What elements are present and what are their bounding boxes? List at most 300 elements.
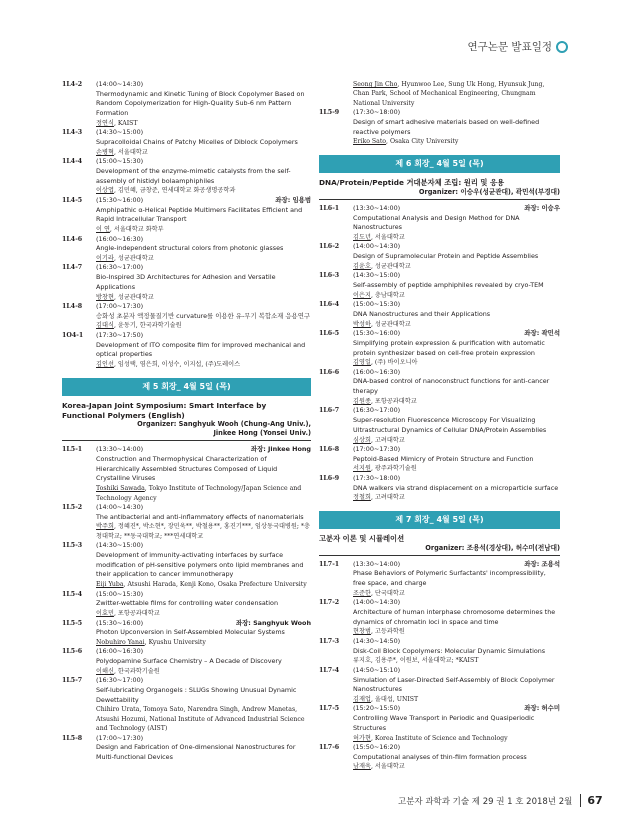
entry-title: Computational analyses of thin-film formation process <box>353 752 527 761</box>
program-entry <box>62 196 311 235</box>
entry-code: 1L5-5 <box>62 619 83 627</box>
entry-time: (15:00~15:30) <box>96 589 144 598</box>
coauthors-affiliation: , 정혜진*, 박소현*, 장민욱**, 박철용**, 홍진기***, 임상동국대병원; *충청대학교; **동국대학교; ***연세대학교 <box>96 523 311 540</box>
presenter-name: 김영일 <box>353 359 371 367</box>
entry-authors <box>96 293 311 302</box>
presenter-name: Eiji Yuba <box>96 581 124 589</box>
entry-body <box>96 331 311 370</box>
coauthors-affiliation: , 서울대학교 <box>370 233 405 241</box>
entry-body <box>353 445 560 474</box>
program-entry <box>62 445 311 503</box>
program-entry <box>62 503 311 541</box>
presenter-name: 김원종 <box>353 397 371 405</box>
presenter-name: 김도년 <box>353 233 371 241</box>
entry-title: Self-assembly of peptide amphiphiles revealed by cryo-TEM <box>353 281 544 290</box>
entry-chair: 좌장: Sanghyuk Wooh <box>235 618 311 627</box>
session-6-entries <box>319 204 560 503</box>
divider <box>319 555 560 556</box>
entry-title: Construction and Thermophysical Characterization of Hierarchically Assembled Structures Composed of Liquid Crystalline Viruses <box>96 454 278 483</box>
page-header <box>468 39 568 54</box>
entry-authors <box>353 436 560 445</box>
entry-authors <box>96 484 311 503</box>
program-entry <box>62 302 311 331</box>
entry-body <box>96 235 311 264</box>
presenter-name: 박성하 <box>353 320 371 328</box>
entry-title: DNA walkers via strand displacement on a microparticle surface <box>353 483 559 492</box>
session-7-entries <box>319 560 560 772</box>
entry-chair: 좌장: 허수미 <box>524 704 560 713</box>
entry-code: 1L6-4 <box>319 301 340 309</box>
entry-title: Angle-independent structural colors from photonic glasses <box>96 244 284 253</box>
entry-body <box>353 368 560 407</box>
program-entry <box>319 474 560 503</box>
coauthors-affiliation: , 성균관대학교 <box>370 320 411 328</box>
coauthors-affiliation: , Atsushi Harada, Kenji Kono, Osaka Prefecture University <box>123 581 307 589</box>
entry-authors <box>353 734 560 743</box>
entry-time-row <box>96 445 311 455</box>
entry-code: 1L6-8 <box>319 445 340 453</box>
entry-code: 1L4-5 <box>62 196 83 204</box>
program-entry <box>62 331 311 370</box>
coauthors-affiliation: , Tokyo Institute of Technology/Japan Science and Technology Agency <box>96 485 302 502</box>
entry-code: 1L6-6 <box>319 368 340 376</box>
entry-time: (13:30~14:00) <box>353 203 401 212</box>
entry-time: (17:30~17:50) <box>96 330 144 339</box>
coauthors-affiliation: 류지호, 김용주*, 이원보, 서울대학교; *KAIST <box>353 657 479 665</box>
entry-chair: 좌장: Jinkee Hong <box>250 445 311 454</box>
entry-chair: 좌장: 이승우 <box>524 203 560 212</box>
entry-body <box>353 329 560 368</box>
session-6-title: DNA/Protein/Peptide 거대분자체 조립: 원리 및 응용 <box>319 178 505 188</box>
entry-code: 1L6-1 <box>319 204 340 212</box>
entry-time: (16:00~16:30) <box>353 367 401 376</box>
entry-title: Development of immunity-activating interfaces by surface modification of pH-sensitive polymers onto lipid membranes and their application to cancer immunotherapy <box>96 550 304 579</box>
entry-body <box>96 676 311 733</box>
session-7-organizer: Organizer: 조용석(경상대), 허수미(전남대) <box>425 543 560 552</box>
entry-title: Photon Upconversion in Self-Assembled Molecular Systems <box>96 628 285 637</box>
program-entry <box>319 704 560 743</box>
presenter-name: 서지원 <box>353 465 371 473</box>
entry-body <box>353 704 560 743</box>
entry-time-row <box>353 204 560 214</box>
coauthors-affiliation: , Osaka City University <box>386 138 459 146</box>
entry-code: 1L7-5 <box>319 705 340 713</box>
coauthors-affiliation: , 김민혜, 금창준, 연세대학교 화공생명공학과 <box>113 187 236 195</box>
entry-code: 1L7-4 <box>319 666 340 674</box>
entry-code: 1L6-5 <box>319 330 340 338</box>
session-5-organizer-1: Organizer: Sanghyuk Wooh (Chung-Ang Univ.), <box>137 420 311 429</box>
program-entry <box>62 647 311 676</box>
entry-body <box>353 108 560 147</box>
header-title: 연구논문 발표일정 <box>467 41 552 53</box>
entry-title: DNA Nanostructures and their Applications <box>353 309 491 318</box>
entry-chair: 좌장: 곽민석 <box>524 329 560 338</box>
entry-time-row <box>96 128 311 138</box>
entry-title: Design and Fabrication of One-dimensional Nanostructures for Multi-functional Devices <box>96 743 296 762</box>
entry-time: (17:30~18:00) <box>353 108 401 117</box>
coauthors-affiliation: , Kyushu University <box>144 638 206 646</box>
entry-title: Simulation of Laser-Directed Self-Assembly of Block Copolymer Nanostructures <box>353 675 555 694</box>
presenter-name: 김재업 <box>353 695 371 703</box>
right-top-entries <box>319 80 560 147</box>
entry-title: Architecture of human interphase chromosome determines the dynamics of chromatin loci in space and time <box>353 607 556 626</box>
program-entry <box>62 590 311 619</box>
presenter-name: 김대식 <box>96 322 114 330</box>
coauthors-affiliation: , 포항공과대학교 <box>370 397 417 405</box>
coauthors-affiliation: , 임성택, 염은희, 이성수, 이지섭, (주)도레이스 <box>113 361 241 369</box>
entry-time-row <box>353 474 560 484</box>
entry-time-row <box>353 598 560 608</box>
entry-body <box>96 445 311 503</box>
presenter-name: 이기라 <box>96 254 114 262</box>
coauthors-affiliation: , 서울대학교 <box>113 148 148 156</box>
entry-code: 1L4-6 <box>62 235 83 243</box>
entry-authors <box>96 667 311 676</box>
coauthors-affiliation: , 고려대학교 <box>370 436 405 444</box>
coauthors-affiliation: , 성균관대학교 <box>113 293 154 301</box>
entry-authors <box>353 320 560 329</box>
entry-time: (14:30~15:00) <box>96 541 144 550</box>
right-column <box>319 80 560 772</box>
entry-time: (17:00~17:30) <box>96 302 144 311</box>
entry-body <box>96 302 311 331</box>
entry-body <box>353 271 560 300</box>
program-entry <box>319 743 560 772</box>
entry-time: (17:00~17:30) <box>353 444 401 453</box>
entry-time-row <box>353 743 560 753</box>
entry-time-row <box>96 263 311 273</box>
entry-title: Computational Analysis and Design Method for DNA Nanostructures <box>353 213 520 232</box>
entry-authors <box>353 80 560 108</box>
entry-authors <box>353 695 560 704</box>
entry-time: (15:20~15:50) <box>353 704 401 713</box>
session-6-organizer: Organizer: 이승우(성균관대), 곽민석(부경대) <box>418 187 560 196</box>
coauthors-affiliation: , 서울대학교 <box>370 763 405 771</box>
program-entry <box>319 271 560 300</box>
entry-code: 1L5-6 <box>62 648 83 656</box>
presenter-name: 허가현 <box>353 734 371 742</box>
entry-title: 승화성 초분자 액정물질기반 curvature를 이용한 유-무기 복합소재 응용연구 <box>96 311 311 320</box>
entry-body <box>353 80 560 108</box>
coauthors-affiliation: , 성균관대학교 <box>113 254 154 262</box>
entry-code: 1L4-3 <box>62 129 83 137</box>
entry-time: (14:00~14:30) <box>96 502 144 511</box>
entry-time: (16:30~17:00) <box>96 676 144 685</box>
entry-code: 1L6-7 <box>319 407 340 415</box>
entry-code: 1L7-6 <box>319 744 340 752</box>
entry-time-row <box>353 108 560 118</box>
coauthors-affiliation: , 포항공과대학교 <box>113 610 160 618</box>
entry-time: (15:00~15:30) <box>96 157 144 166</box>
program-entry <box>62 80 311 128</box>
entry-authors <box>96 580 311 589</box>
entry-authors <box>353 493 560 502</box>
entry-body <box>96 647 311 676</box>
presenter-name: 이 연 <box>96 226 110 234</box>
entry-body <box>96 157 311 196</box>
entry-title: Development of the enzyme-mimetic catalysts from the self-assembly of histidyl bolaamphiphiles <box>96 166 291 185</box>
entry-time-row <box>96 590 311 600</box>
entry-title: Polydopamine Surface Chemistry – A Decade of Discovery <box>96 657 282 666</box>
program-entry <box>62 263 311 302</box>
entry-code: 1L6-3 <box>319 272 340 280</box>
presenter-name: 정연식 <box>96 119 114 127</box>
presenter-name: 이은지 <box>353 291 371 299</box>
entry-authors <box>353 656 560 665</box>
entry-time: (14:00~14:30) <box>353 598 401 607</box>
program-entry <box>319 560 560 599</box>
presenter-name: 손병혁 <box>96 148 114 156</box>
entry-body <box>353 242 560 271</box>
coauthors-affiliation: Chihiro Urata, Tomoya Sato, Narendra Singh, Andrew Manetas, Atsushi Hozumi, National Institute of Advanced Industrial Science and Technology (AIST) <box>96 706 305 733</box>
session-6-bar: 제 6 회장_ 4월 5일 (목) <box>319 155 560 173</box>
entry-time-row <box>96 734 311 744</box>
session-5-bar: 제 5 회장_ 4월 5일 (목) <box>62 378 311 396</box>
page-footer <box>398 794 603 807</box>
entry-authors <box>353 358 560 367</box>
presenter-name: Eriko Sato <box>353 138 387 146</box>
program-entry <box>62 676 311 733</box>
entry-chair: 좌장: 임용범 <box>275 195 311 204</box>
entry-body <box>96 263 311 302</box>
entry-body <box>353 474 560 503</box>
entry-time: (13:30~14:00) <box>353 559 401 568</box>
entry-body <box>353 406 560 445</box>
entry-time-row <box>96 541 311 551</box>
entry-body <box>353 666 560 705</box>
coauthors-affiliation: , 한국과학기술원 <box>113 667 160 675</box>
entry-title: Simplifying protein expression & purification with automatic protein synthesizer based on cell-free protein expression <box>353 338 545 357</box>
entry-time-row <box>96 157 311 167</box>
entry-authors <box>353 291 560 300</box>
presenter-name: 정철희 <box>353 494 371 502</box>
page-number: 67 <box>580 794 602 807</box>
coauthors-affiliation: , 성균관대학교 <box>370 262 411 270</box>
program-entry <box>319 204 560 243</box>
entry-body <box>353 598 560 637</box>
entry-body <box>353 300 560 329</box>
entry-body <box>353 560 560 599</box>
entry-time: (16:30~17:00) <box>353 406 401 415</box>
program-entry <box>319 637 560 666</box>
entry-authors <box>96 321 311 330</box>
entry-time-row <box>353 666 560 676</box>
entry-time-row <box>96 676 311 686</box>
program-entry <box>319 80 560 108</box>
entry-chair: 좌장: 조용석 <box>524 559 560 568</box>
program-entry <box>62 157 311 196</box>
entry-authors <box>353 233 560 242</box>
entry-authors <box>353 262 560 271</box>
entry-time: (13:30~14:00) <box>96 445 144 454</box>
entry-time: (15:00~15:30) <box>353 300 401 309</box>
session-5-title: Korea-Japan Joint Symposium: Smart Interface by Functional Polymers (English) <box>62 400 267 420</box>
coauthors-affiliation: , 울대섭, UNIST <box>370 695 419 703</box>
coauthors-affiliation: , Korea Institute of Science and Technology <box>370 734 508 742</box>
entry-title: Super-resolution Fluorescence Microscopy For Visualizing Ultrastructural Dynamics of Cellular DNA/Protein Assemblies <box>353 416 547 434</box>
program-entry <box>62 235 311 264</box>
entry-time-row <box>96 619 311 629</box>
entry-time: (16:00~16:30) <box>96 647 144 656</box>
entry-time: (14:50~15:10) <box>353 665 401 674</box>
entry-time: (14:30~15:00) <box>353 271 401 280</box>
presenter-name: Seong Jin Cho <box>353 81 398 88</box>
coauthors-affiliation: , (주) 바이오니아 <box>370 359 418 367</box>
session-7-bar: 제 7 회장_ 4월 5일 (목) <box>319 511 560 529</box>
program-entry <box>62 541 311 589</box>
entry-title: Development of ITO composite film for improved mechanical and optical properties <box>96 340 306 359</box>
entry-title: Supracolloidal Chains of Patchy Micelles of Diblock Copolymers <box>96 138 298 147</box>
coauthors-affiliation: , 고려대학교 <box>370 494 405 502</box>
presenter-name: 이상엽 <box>96 187 114 195</box>
entry-code: 1L7-3 <box>319 637 340 645</box>
program-entry <box>62 734 311 763</box>
coauthors-affiliation: , KAIST <box>113 119 138 127</box>
entry-title: Self-lubricating Organogels : SLUGs Showing Unusual Dynamic Dewettability <box>96 686 297 704</box>
entry-title: Bio-Inspired 3D Architectures for Adhesion and Versatile Applications <box>96 273 276 291</box>
entry-code: 1L4-7 <box>62 264 83 272</box>
presenter-name: 조준한 <box>353 589 371 597</box>
circle-bullet-icon <box>556 41 568 53</box>
entry-time-row <box>353 368 560 378</box>
entry-code: 1L5-2 <box>62 503 83 511</box>
program-entry <box>319 666 560 705</box>
entry-time: (14:30~14:50) <box>353 636 401 645</box>
entry-code: 1L7-2 <box>319 599 340 607</box>
entry-time-row <box>96 235 311 245</box>
entry-time: (14:00~14:30) <box>353 242 401 251</box>
entry-body <box>96 541 311 589</box>
entry-code: 1L5-9 <box>319 109 340 117</box>
entry-authors <box>353 397 560 406</box>
entry-body <box>96 503 311 541</box>
entry-code: 1L4-2 <box>62 81 83 88</box>
program-entry <box>62 128 311 157</box>
coauthors-affiliation: , 단국대학교 <box>370 589 405 597</box>
program-entry <box>319 406 560 445</box>
program-entry <box>319 329 560 368</box>
entry-time: (16:00~16:30) <box>96 234 144 243</box>
presenter-name: 김인선 <box>96 361 114 369</box>
entry-body <box>353 204 560 243</box>
entry-code: 1L6-9 <box>319 474 340 482</box>
entry-time: (15:30~16:00) <box>96 195 144 204</box>
presenter-name: 이해신 <box>96 667 114 675</box>
entry-time: (17:30~18:00) <box>353 473 401 482</box>
entry-time-row <box>353 300 560 310</box>
coauthors-affiliation: , Hyunwoo Lee, Sung Uk Hong, Hyunsuk Jung, Chan Park, School of Mechanical Engineering, Chungnam National University <box>353 81 545 107</box>
entry-body <box>353 637 560 666</box>
entry-title: Design of smart adhesive materials based on well-defined reactive polymers <box>353 118 540 136</box>
entry-title: The antibacterial and anti-inflammatory effects of nanomaterials <box>96 512 304 521</box>
entry-time-row <box>353 406 560 416</box>
entry-title: Peptoid-Based Mimicry of Protein Structure and Function <box>353 454 534 463</box>
presenter-name: 박주희 <box>96 523 114 531</box>
entry-body <box>353 743 560 772</box>
entry-title: Zwitter-wettable films for controlling water condensation <box>96 599 279 608</box>
entry-authors <box>353 464 560 473</box>
entry-title: Amphipathic α-Helical Peptide Multimers Facilitates Efficient and Rapid Intracellular Transport <box>96 205 303 224</box>
program-entry <box>319 445 560 474</box>
entry-title: DNA-based control of nanoconstruct functions for anti-cancer therapy <box>353 377 550 396</box>
entry-time-row <box>353 271 560 281</box>
entry-authors <box>353 137 560 146</box>
entry-authors <box>96 360 311 369</box>
entry-time-row <box>353 445 560 455</box>
entry-code: 1L7-1 <box>319 560 340 568</box>
session-5-entries <box>62 445 311 763</box>
entry-time: (15:50~16:20) <box>353 743 401 752</box>
entry-code <box>319 80 353 108</box>
program-entry <box>319 368 560 407</box>
entry-time-row <box>96 80 311 90</box>
entry-time-row <box>353 560 560 570</box>
entry-time: (16:30~17:00) <box>96 263 144 272</box>
entry-code: 1L5-3 <box>62 542 83 550</box>
entry-time-row <box>96 331 311 341</box>
left-entries <box>62 80 311 370</box>
entry-title: Disk-Coil Block Copolymers: Molecular Dynamic Simulations <box>353 646 546 655</box>
entry-title: Thermodynamic and Kinetic Tuning of Block Copolymer Based on Random Copolymerization for High-Quality Sub-6 nm Pattern Formation <box>96 89 305 118</box>
coauthors-affiliation: , 충남대학교 <box>370 291 405 299</box>
entry-authors <box>96 638 311 647</box>
presenter-name: Nobuhiro Yanai <box>96 638 145 646</box>
entry-authors <box>96 522 311 541</box>
entry-code: 1L6-2 <box>319 243 340 251</box>
entry-time: (14:30~15:00) <box>96 128 144 137</box>
program-entry <box>319 598 560 637</box>
entry-code: 1L4-4 <box>62 158 83 166</box>
presenter-name: 방창현 <box>96 293 114 301</box>
entry-authors <box>96 225 311 234</box>
entry-body <box>96 734 311 763</box>
entry-authors <box>96 609 311 618</box>
divider <box>62 440 311 441</box>
entry-code: 1L4-8 <box>62 303 83 311</box>
entry-title: Design of Supramolecular Protein and Peptide Assemblies <box>353 252 539 261</box>
presenter-name: 심상희 <box>353 436 371 444</box>
program-entry <box>319 108 560 147</box>
entry-time-row <box>96 503 311 513</box>
session-7-title: 고분자 이론 및 시뮬레이션 <box>319 533 405 543</box>
entry-code: 1L5-4 <box>62 590 83 598</box>
presenter-name: 남재욱 <box>353 763 371 771</box>
entry-code: 1L5-7 <box>62 677 83 685</box>
entry-time-row <box>353 637 560 647</box>
entry-time: (14:00~14:30) <box>96 80 144 88</box>
journal-citation: 고분자 과학과 기술 제 29 권 1 호 2018년 2월 <box>398 796 573 807</box>
entry-code: 1O4-1 <box>62 331 84 339</box>
coauthors-affiliation: , 서울대학교 화학부 <box>109 226 164 234</box>
entry-authors <box>96 148 311 157</box>
entry-authors <box>96 119 311 128</box>
entry-time: (15:30~16:00) <box>96 618 144 627</box>
entry-authors <box>96 705 311 733</box>
presenter-name: 현창범 <box>353 628 371 636</box>
entry-code: 1L5-1 <box>62 446 83 454</box>
program-entry <box>319 300 560 329</box>
program-entry <box>319 242 560 271</box>
entry-authors <box>96 254 311 263</box>
entry-time-row <box>96 196 311 206</box>
presenter-name: Toshiki Sawada <box>96 485 145 493</box>
entry-body <box>96 196 311 235</box>
entry-time-row <box>96 647 311 657</box>
entry-title: Phase Behaviors of Polymeric Surfactants' incompressibility, free space, and charge <box>353 569 546 588</box>
program-entry <box>62 619 311 648</box>
entry-time-row <box>353 704 560 714</box>
entry-authors <box>353 762 560 771</box>
